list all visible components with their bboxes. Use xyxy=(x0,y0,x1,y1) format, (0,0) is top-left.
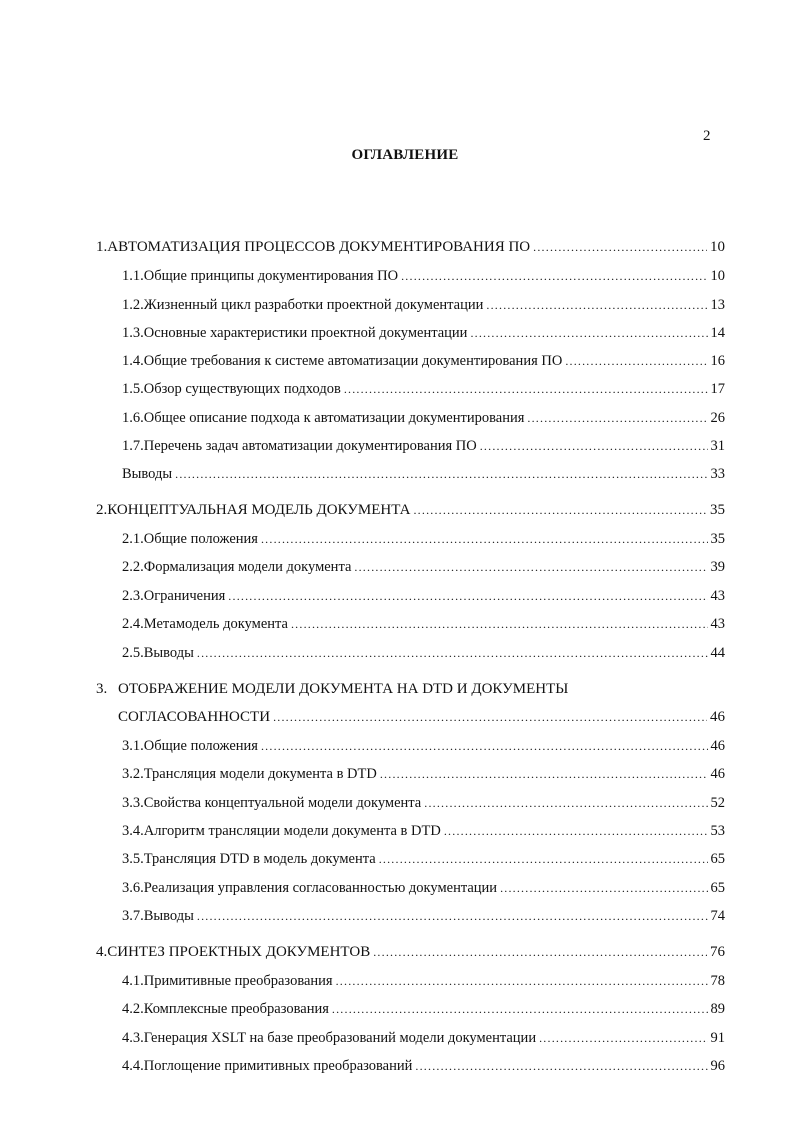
toc-label: Комплексные преобразования xyxy=(143,1001,329,1017)
toc-page: 46 xyxy=(710,738,725,754)
toc-section-3-4[interactable] xyxy=(122,822,725,840)
toc-number: 1.1. xyxy=(122,268,144,284)
toc-number: 4. xyxy=(96,944,108,960)
toc-number: 2.4. xyxy=(122,616,144,632)
toc-page: 39 xyxy=(710,559,725,575)
toc-leader xyxy=(415,1057,707,1075)
toc-number: 3.5. xyxy=(122,851,144,867)
toc-number: 2.5. xyxy=(122,645,144,661)
toc-page: 31 xyxy=(710,438,725,454)
toc-section-4-3[interactable] xyxy=(122,1029,725,1047)
page-number: 2 xyxy=(703,128,711,144)
toc-number: 3.4. xyxy=(122,823,144,839)
toc-page: 10 xyxy=(710,268,725,284)
toc-number: 1.4. xyxy=(122,353,144,369)
toc-number: 1.5. xyxy=(122,381,144,397)
toc-section-3-1[interactable] xyxy=(122,737,725,755)
toc-section-1-4[interactable] xyxy=(122,352,725,370)
toc-page: 17 xyxy=(710,381,725,397)
toc-chapter-3[interactable] xyxy=(96,680,725,698)
toc-leader xyxy=(413,501,707,519)
toc-leader xyxy=(291,615,708,633)
toc-label: Общие принципы документирования ПО xyxy=(143,268,399,284)
toc-page: 44 xyxy=(710,645,725,661)
toc-number: 1.6. xyxy=(122,410,144,426)
toc-page: 76 xyxy=(710,944,725,960)
toc-number: 3.7. xyxy=(122,908,144,924)
toc-leader xyxy=(401,267,707,285)
toc-label: АВТОМАТИЗАЦИЯ ПРОЦЕССОВ ДОКУМЕНТИРОВАНИЯ ПО xyxy=(107,239,531,255)
toc-number: 2. xyxy=(96,502,108,518)
toc-number: 1. xyxy=(96,239,108,255)
toc-leader xyxy=(228,587,707,605)
toc-page: 43 xyxy=(710,616,725,632)
toc-section-1-1[interactable] xyxy=(122,267,725,285)
toc-leader xyxy=(261,530,708,548)
toc-page: 14 xyxy=(710,325,725,341)
toc-page: 52 xyxy=(710,795,725,811)
toc-number: 4.1. xyxy=(122,973,144,989)
toc-label: Поглощение примитивных преобразований xyxy=(143,1058,413,1074)
toc-section-2-4[interactable] xyxy=(122,615,725,633)
toc-number: 4.2. xyxy=(122,1001,144,1017)
toc-leader xyxy=(354,558,707,576)
toc-leader xyxy=(332,1000,708,1018)
toc-section-2-3[interactable] xyxy=(122,587,725,605)
toc-page: 46 xyxy=(710,766,725,782)
toc-page: 89 xyxy=(710,1001,725,1017)
toc-label: Трансляция модели документа в DTD xyxy=(143,766,377,782)
toc-section-3-6[interactable] xyxy=(122,879,725,897)
toc-label: Алгоритм трансляции модели документа в DTD xyxy=(143,823,441,839)
toc-leader xyxy=(344,380,708,398)
toc-section-4-2[interactable] xyxy=(122,1000,725,1018)
toc-section-1-conclusions[interactable] xyxy=(122,465,725,483)
toc-label: Выводы xyxy=(143,645,194,661)
toc-leader xyxy=(424,794,707,812)
toc-number: 3.3. xyxy=(122,795,144,811)
toc-number: 1.2. xyxy=(122,297,144,313)
toc-section-3-3[interactable] xyxy=(122,794,725,812)
toc-label: Трансляция DTD в модель документа xyxy=(143,851,376,867)
toc-page: 16 xyxy=(710,353,725,369)
toc-section-3-7[interactable] xyxy=(122,907,725,925)
toc-section-1-6[interactable] xyxy=(122,409,725,427)
toc-page: 96 xyxy=(710,1058,725,1074)
toc-section-3-5[interactable] xyxy=(122,850,725,868)
toc-chapter-4[interactable] xyxy=(96,943,725,961)
toc-label: Формализация модели документа xyxy=(143,559,352,575)
toc-number: 3.6. xyxy=(122,880,144,896)
toc-page: 65 xyxy=(710,880,725,896)
toc-label: Свойства концептуальной модели документа xyxy=(143,795,422,811)
toc-leader xyxy=(480,437,708,455)
toc-leader xyxy=(486,296,707,314)
toc-leader xyxy=(175,465,707,483)
toc-number: 4.4. xyxy=(122,1058,144,1074)
toc-page: 53 xyxy=(710,823,725,839)
toc-leader xyxy=(336,972,708,990)
toc-page: 43 xyxy=(710,588,725,604)
toc-section-3-2[interactable] xyxy=(122,765,725,783)
toc-leader xyxy=(273,708,707,726)
toc-label: Выводы xyxy=(143,908,194,924)
toc-leader xyxy=(565,352,707,370)
toc-section-1-3[interactable] xyxy=(122,324,725,342)
toc-leader xyxy=(470,324,707,342)
toc-label: СИНТЕЗ ПРОЕКТНЫХ ДОКУМЕНТОВ xyxy=(107,944,371,960)
toc-label: Жизненный цикл разработки проектной документации xyxy=(143,297,484,313)
toc-page: 65 xyxy=(710,851,725,867)
toc-label: Выводы xyxy=(122,466,173,482)
toc-section-4-1[interactable] xyxy=(122,972,725,990)
toc-label: Ограничения xyxy=(143,588,226,604)
toc-section-1-2[interactable] xyxy=(122,296,725,314)
toc-number: 2.2. xyxy=(122,559,144,575)
toc-chapter-3-continued[interactable] xyxy=(118,708,725,726)
toc-leader xyxy=(197,907,708,925)
toc-label: ОТОБРАЖЕНИЕ МОДЕЛИ ДОКУМЕНТА НА DTD И ДОКУМЕНТЫ xyxy=(118,681,569,697)
toc-label: Основные характеристики проектной документации xyxy=(143,325,468,341)
toc-number: 2.1. xyxy=(122,531,144,547)
toc-number: 4.3. xyxy=(122,1030,144,1046)
toc-leader xyxy=(373,943,707,961)
toc-leader xyxy=(197,644,708,662)
toc-chapter-2[interactable] xyxy=(96,501,725,519)
toc-leader xyxy=(539,1029,707,1047)
toc-section-2-1[interactable] xyxy=(122,530,725,548)
toc-label: Общее описание подхода к автоматизации документирования xyxy=(143,410,525,426)
toc-page: 26 xyxy=(710,410,725,426)
toc-section-1-5[interactable] xyxy=(122,380,725,398)
toc-leader xyxy=(261,737,708,755)
toc-leader xyxy=(500,879,707,897)
toc-number: 3. xyxy=(96,681,108,697)
toc-leader xyxy=(379,850,708,868)
toc-number: 1.3. xyxy=(122,325,144,341)
toc-label: Общие положения xyxy=(143,738,258,754)
toc-section-2-5[interactable] xyxy=(122,644,725,662)
toc-section-1-7[interactable] xyxy=(122,437,725,455)
toc-leader xyxy=(527,409,707,427)
toc-label: КОНЦЕПТУАЛЬНАЯ МОДЕЛЬ ДОКУМЕНТА xyxy=(107,502,411,518)
toc-label: Примитивные преобразования xyxy=(143,973,333,989)
toc-page: 74 xyxy=(710,908,725,924)
toc-number: 3.2. xyxy=(122,766,144,782)
toc-label: Реализация управления согласованностью документации xyxy=(143,880,498,896)
toc-section-4-4[interactable] xyxy=(122,1057,725,1075)
toc-number: 3.1. xyxy=(122,738,144,754)
toc-label: Общие требования к системе автоматизации документирования ПО xyxy=(143,353,563,369)
toc-leader xyxy=(533,238,707,256)
toc-page: 35 xyxy=(710,531,725,547)
toc-label: Общие положения xyxy=(143,531,258,547)
toc-label: Метамодель документа xyxy=(143,616,288,632)
toc-label-continued: СОГЛАСОВАННОСТИ xyxy=(118,709,271,725)
toc-label: Генерация XSLT на базе преобразований модели документации xyxy=(143,1030,537,1046)
toc-leader xyxy=(444,822,708,840)
toc-page: 35 xyxy=(710,502,725,518)
toc-label: Перечень задач автоматизации документирования ПО xyxy=(143,438,477,454)
toc-label: Обзор существующих подходов xyxy=(143,381,341,397)
toc-number: 1.7. xyxy=(122,438,144,454)
toc-page: 10 xyxy=(710,239,725,255)
page-title: ОГЛАВЛЕНИЕ xyxy=(351,147,459,163)
toc-leader xyxy=(380,765,708,783)
toc-page: 33 xyxy=(710,466,725,482)
toc-page: 78 xyxy=(710,973,725,989)
toc-section-2-2[interactable] xyxy=(122,558,725,576)
toc-chapter-1[interactable] xyxy=(96,238,725,256)
toc-number: 2.3. xyxy=(122,588,144,604)
toc-page: 91 xyxy=(710,1030,725,1046)
toc-page: 46 xyxy=(710,709,725,725)
toc-page: 13 xyxy=(710,297,725,313)
